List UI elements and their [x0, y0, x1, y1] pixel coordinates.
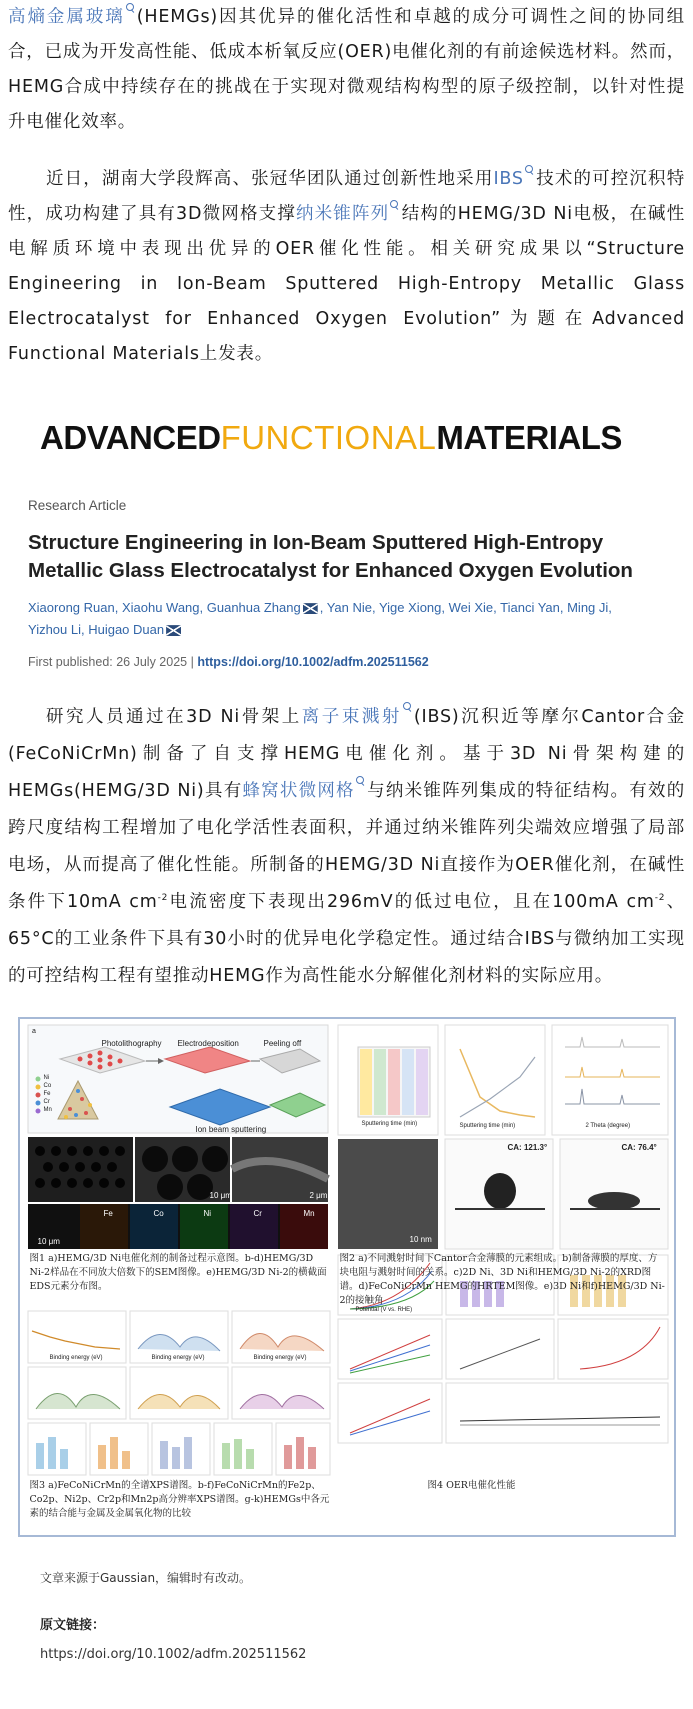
- source-title: 原文链接：: [40, 1618, 106, 1633]
- link-ion-beam-sputtering[interactable]: 离子束溅射: [301, 707, 402, 727]
- superscript: -2: [157, 893, 169, 903]
- authors-rest[interactable]: , Yan Nie, Yige Xiong, Wei Xie, Tianci Yan, Ming Ji, Yizhou Li, Huigao Duan: [28, 600, 612, 637]
- search-icon[interactable]: [389, 200, 399, 212]
- link-honeycomb-micromesh[interactable]: 蜂窝状微网格: [242, 781, 355, 801]
- author-list: [18, 597, 675, 641]
- legend-cr: Cr: [43, 1099, 50, 1105]
- search-icon[interactable]: [355, 776, 365, 788]
- search-icon[interactable]: [402, 702, 412, 714]
- doi-link[interactable]: https://doi.org/10.1002/adfm.202511562: [197, 655, 429, 669]
- intro-text-1: (HEMGs)因其优异的催化活性和卓越的成分可调性之间的协同组合，已成为开发高性能、低成本析氧反应(OER)电催化剂的有前途候选材料。然而，HEMG合成中持续存在的挑战在于实现对微观结构构型的原子级控制，以针对性提升电催化效率。: [8, 7, 685, 132]
- article-title: Structure Engineering in Ion-Beam Sputtered High-Entropy Metallic Glass Electrocatalyst for Enhanced Oxygen Evolution: [28, 531, 633, 582]
- publish-date: First published: 26 July 2025: [28, 655, 188, 669]
- journal-logo: [18, 400, 675, 458]
- legend-fe: Fe: [43, 1091, 51, 1097]
- label-electrodeposition: Electrodeposition: [177, 1039, 239, 1048]
- scale-bar-label: 2 μm: [309, 1191, 328, 1200]
- body-section: [8, 699, 685, 995]
- eds-label-fe: Fe: [103, 1209, 113, 1218]
- intro-text-2a: 近日，湖南大学段辉高、张冠华团队通过创新性地采用: [46, 169, 494, 189]
- source-url[interactable]: https://doi.org/10.1002/adfm.202511562: [40, 1647, 307, 1662]
- intro-text-2c: 结构的HEMG/3D Ni电极，在碱性电解质环境中表现出优异的OER催化性能。相关研究成果以“Structure Engineering in Ion-Beam Sputtered High-Entropy Metallic Glass Electrocatalyst for Enhanced Oxygen Evolution”为题在Advanced Functional Materials上发表。: [8, 204, 685, 364]
- source-note: 文章来源于Gaussian，编辑时有改动。: [40, 1571, 252, 1585]
- label-photolithography: Photolithography: [101, 1039, 162, 1048]
- publication-line: [18, 655, 675, 669]
- authors-first[interactable]: Xiaorong Ruan, Xiaohu Wang, Guanhua Zhang: [28, 600, 301, 615]
- search-icon[interactable]: [524, 165, 534, 177]
- journal-header-image: [8, 400, 685, 669]
- mail-icon[interactable]: [166, 625, 181, 636]
- body-paragraph: [8, 699, 685, 995]
- mail-icon[interactable]: [303, 603, 318, 614]
- superscript: -2: [654, 893, 666, 903]
- search-icon[interactable]: [125, 3, 135, 15]
- logo-materials: MATERIALS: [436, 419, 622, 456]
- legend-co: Co: [43, 1083, 52, 1089]
- eds-label-cr: Cr: [253, 1209, 262, 1218]
- axis-label: 2 Theta (degree): [585, 1123, 631, 1129]
- label-peeling-off: Peeling off: [263, 1039, 302, 1048]
- scale-bar-label: 10 μm: [209, 1191, 232, 1200]
- axis-label: Binding energy (eV): [253, 1355, 307, 1361]
- figure-2-caption: 图2 a)不同溅射时间下Cantor合金薄膜的元素组成。b)制备薄膜的厚度、方块电阻与溅射时间的关系。c)2D Ni、3D Ni和HEMG/3D Ni-2的XRD图谱。d)FeCoNiCrMn HEMG的HRTEM图像。e)3D Ni和f)HEMG/3D Ni-2的接触角: [339, 1253, 665, 1306]
- axis-label: Sputtering time (min): [459, 1123, 516, 1129]
- scale-bar-label: 10 μm: [37, 1237, 60, 1246]
- link-high-entropy-glass[interactable]: 高熵金属玻璃: [8, 7, 125, 27]
- intro-paragraph-2: [8, 162, 685, 372]
- body-text-d: 电流密度下表现出296mV的低过电位，且在100mA cm: [168, 892, 655, 912]
- body-text-c: 与纳米锥阵列集成的特征结构。有效的跨尺度结构工程增加了电化学活性表面积，并通过纳米锥阵列尖端效应增强了局部电场，从而提高了催化性能。所制备的HEMG/3D Ni直接作为OER催化剂，在碱性条件下10mA cm: [8, 781, 685, 912]
- axis-label: Binding energy (eV): [151, 1355, 205, 1361]
- figure-4-caption: 图4 OER电催化性能: [427, 1480, 516, 1491]
- legend-mn: Mn: [43, 1107, 52, 1113]
- svg-text:a: a: [31, 1028, 36, 1035]
- logo-functional: FUNCTIONAL: [220, 419, 437, 456]
- contact-angle-f: CA: 76.4°: [621, 1143, 657, 1152]
- scale-bar-label: 10 nm: [409, 1235, 432, 1244]
- eds-label-co: Co: [153, 1209, 164, 1218]
- bottom-spacer: [8, 1662, 685, 1674]
- figure-3-caption: 图3 a)FeCoNiCrMn的全谱XPS谱图。b-f)FeCoNiCrMn的Fe2p、Co2p、Ni2p、Cr2p和Mn2p高分辨率XPS谱图。g-k)HEMGs中各元素的结合能与金属及金属氧化物的比较: [29, 1480, 330, 1519]
- axis-label: Potential (V vs. RHE): [355, 1307, 413, 1313]
- contact-angle-e: CA: 121.3°: [507, 1143, 548, 1152]
- link-ibs[interactable]: IBS: [493, 169, 524, 189]
- eds-label-mn: Mn: [303, 1209, 315, 1218]
- axis-label: Binding energy (eV): [49, 1355, 103, 1361]
- axis-label: Sputtering time (min): [361, 1121, 418, 1127]
- body-text-b: (IBS)沉积近等摩尔Cantor合金(FeCoNiCrMn)制备了自支撑HEMG电催化剂。基于3D Ni骨架构建的HEMGs(HEMG/3D Ni)具有: [8, 707, 686, 801]
- composite-figure: [18, 1017, 676, 1537]
- link-nanocone-array[interactable]: 纳米锥阵列: [295, 204, 390, 224]
- separator: |: [190, 655, 194, 669]
- body-text-a: 研究人员通过在3D Ni骨架上: [46, 707, 302, 727]
- figure-1-caption: 图1 a)HEMG/3D Ni电催化剂的制备过程示意图。b-d)HEMG/3D Ni-2样品在不同放大倍数下的SEM图像。e)HEMG/3D Ni-2的横截面EDS元素分布图。: [29, 1253, 327, 1292]
- legend-ni: Ni: [43, 1075, 50, 1081]
- intro-text-2b: 技术的可控沉积特性，成功构建了具有3D微网格支撑: [8, 169, 685, 224]
- article-type: Research Article: [28, 498, 127, 513]
- intro-paragraph-1: [8, 0, 685, 140]
- label-ion-beam-sputtering: Ion beam sputtering: [195, 1125, 267, 1134]
- eds-label-ni: Ni: [203, 1209, 212, 1218]
- body-text-e: 、65°C的工业条件下具有30小时的优异电化学稳定性。通过结合IBS与微纳加工实现的可控结构工程有望推动HEMG作为高性能水分解催化剂材料的实际应用。: [8, 892, 685, 986]
- logo-advanced: ADVANCED: [40, 419, 221, 456]
